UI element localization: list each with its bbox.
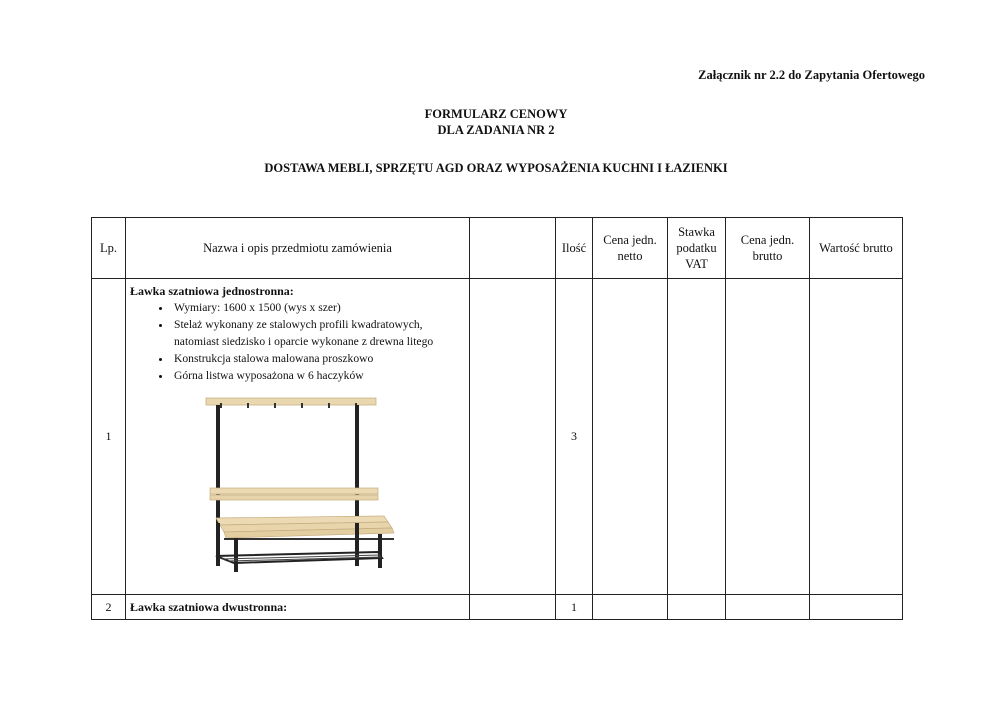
price-table	[91, 217, 903, 620]
form-title-line-1: FORMULARZ CENOWY	[424, 107, 568, 121]
row-description	[126, 595, 470, 620]
row-unit-net	[593, 595, 668, 620]
row-qty: 3	[556, 279, 593, 595]
row-unit-gross	[726, 595, 810, 620]
form-title	[0, 106, 992, 138]
header-unit-net	[593, 218, 668, 279]
header-unit-gross-line-1: Cena jedn.	[740, 233, 795, 247]
feature-item: • Górna listwa wyposażona w 6 haczyków	[172, 367, 465, 384]
header-vat-line-3: VAT	[685, 257, 708, 271]
header-blank	[470, 218, 556, 279]
header-qty: Ilość	[556, 218, 593, 279]
row-total-gross	[810, 279, 903, 595]
annex-reference: Załącznik nr 2.2 do Zapytania Ofertowego	[698, 68, 925, 82]
header-vat	[668, 218, 726, 279]
row-vat	[668, 595, 726, 620]
row-unit-net	[593, 279, 668, 595]
header-total-gross: Wartość brutto	[810, 218, 903, 279]
header-vat-line-1: Stawka	[678, 225, 715, 239]
row-unit-gross	[726, 279, 810, 595]
row-qty: 1	[556, 595, 593, 620]
bench-image	[202, 392, 402, 582]
row-blank	[470, 279, 556, 595]
header-lp: Lp.	[92, 218, 126, 279]
header-name: Nazwa i opis przedmiotu zamówienia	[126, 218, 470, 279]
feature-item: • Konstrukcja stalowa malowana proszkowo	[172, 350, 465, 367]
table-row	[92, 595, 903, 620]
header-vat-line-2: podatku	[676, 241, 717, 255]
feature-item: • Stelaż wykonany ze stalowych profili kwadratowych, natomiast siedzisko i oparcie wykonane z drewna litego	[172, 316, 465, 350]
form-title-line-2: DLA ZADANIA NR 2	[437, 123, 555, 137]
row-vat	[668, 279, 726, 595]
header-unit-gross-line-2: brutto	[752, 249, 783, 263]
row-lp: 1	[92, 279, 126, 595]
header-unit-net-line-1: Cena jedn.	[603, 233, 657, 247]
header-unit-net-line-2: netto	[617, 249, 643, 263]
item-name: Ławka szatniowa dwustronna:	[130, 600, 288, 614]
header-unit-gross	[726, 218, 810, 279]
row-blank	[470, 595, 556, 620]
table-row	[92, 279, 903, 595]
table-header-row	[92, 218, 903, 279]
feature-list	[130, 299, 465, 384]
row-description	[126, 279, 470, 595]
item-name: Ławka szatniowa jednostronna:	[130, 284, 294, 298]
feature-item: • Wymiary: 1600 x 1500 (wys x szer)	[172, 299, 465, 316]
row-total-gross	[810, 595, 903, 620]
form-subtitle: DOSTAWA MEBLI, SPRZĘTU AGD ORAZ WYPOSAŻENIA KUCHNI I ŁAZIENKI	[264, 161, 728, 175]
row-lp: 2	[92, 595, 126, 620]
